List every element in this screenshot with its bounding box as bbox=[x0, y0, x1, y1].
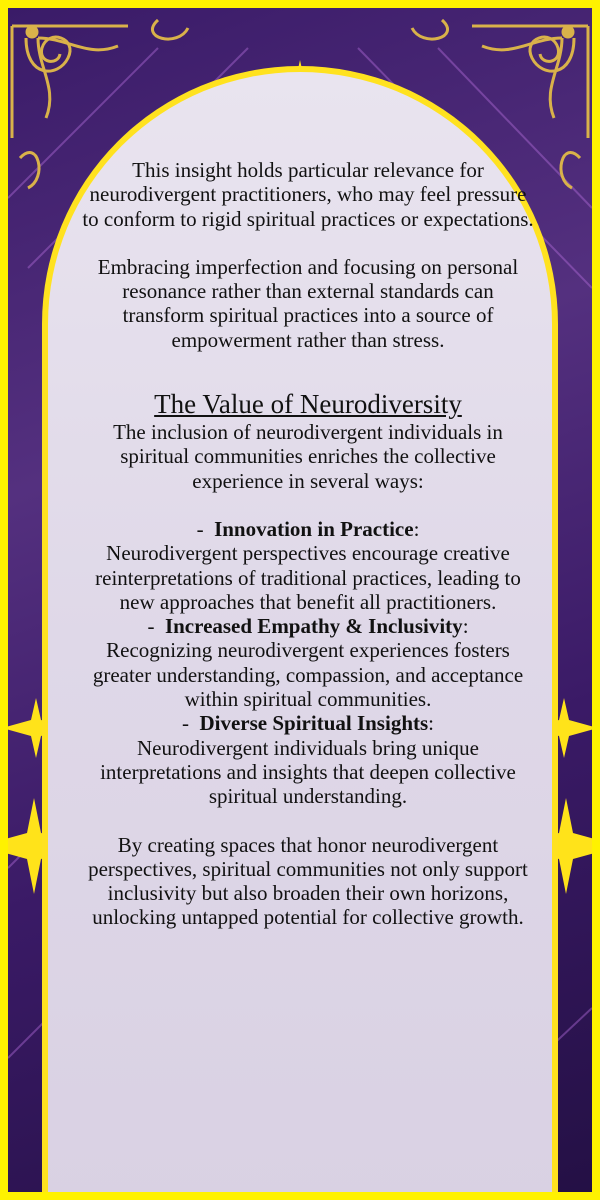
embracing-paragraph: Embracing imperfection and focusing on personal resonance rather than external standards can transform spiritual practices into a source of empowerment rather than stress. bbox=[97, 254, 519, 352]
bullet-text: Recognizing neurodivergent experiences fosters greater understanding, compassion, and acceptance within spiritual communities. bbox=[92, 638, 524, 712]
bullet-colon: : bbox=[413, 516, 420, 541]
closing-paragraph: By creating spaces that honor neurodivergent perspectives, spiritual communities not only support inclusivity but also broaden their own horizons, unlocking untapped potential for collective growth. bbox=[88, 832, 528, 930]
bullet-text: Neurodivergent perspectives encourage creative reinterpretations of traditional practices, leading to new approaches that benefit all practitioners. bbox=[95, 541, 521, 614]
bullet-title: Increased Empathy & Inclusivity bbox=[164, 614, 463, 639]
bullet-colon: : bbox=[428, 711, 435, 736]
bullet-dash: - bbox=[147, 614, 155, 639]
bullet-title: Innovation in Practice bbox=[214, 516, 414, 541]
content-area bbox=[80, 158, 536, 930]
section-lead: The inclusion of neurodivergent individuals in spiritual communities enriches the collective experience in several ways: bbox=[113, 420, 503, 493]
list-item bbox=[80, 614, 536, 711]
intro-paragraph: This insight holds particular relevance for neurodivergent practitioners, who may feel pressure to conform to rigid spiritual practices or expectations. bbox=[82, 158, 534, 231]
bullet-title: Diverse Spiritual Insights bbox=[199, 711, 429, 736]
bullet-dash: - bbox=[181, 711, 189, 736]
bullet-text: Neurodivergent individuals bring unique interpretations and insights that deepen collective spiritual understanding. bbox=[100, 735, 516, 809]
bullet-dash: - bbox=[196, 516, 204, 541]
list-item bbox=[80, 517, 536, 614]
section-heading: The Value of Neurodiversity bbox=[154, 389, 462, 420]
bullet-colon: : bbox=[462, 614, 469, 639]
list-item bbox=[80, 711, 536, 808]
